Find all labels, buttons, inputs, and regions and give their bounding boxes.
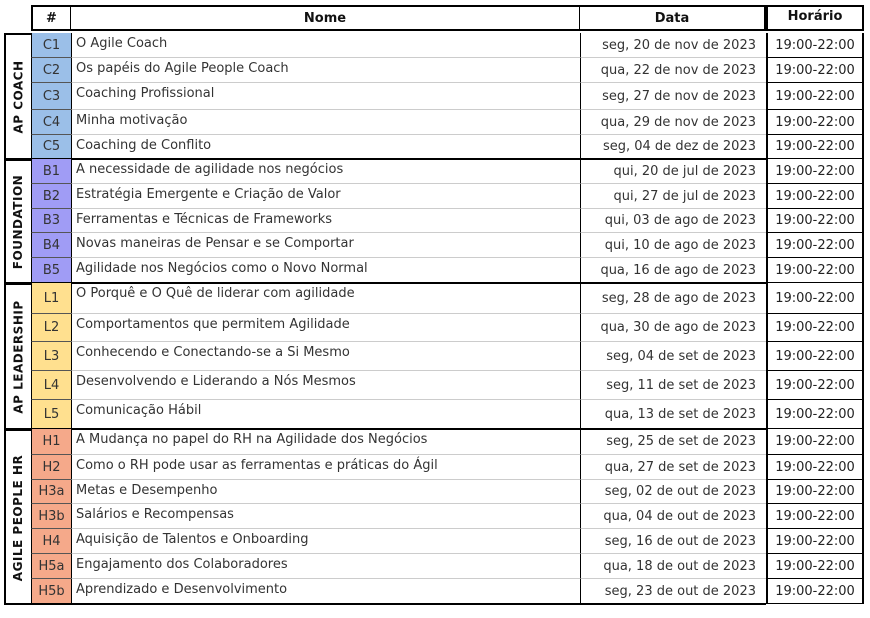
session-time: 19:00-22:00 — [766, 159, 864, 184]
header-number: # — [31, 5, 71, 31]
header-name: Nome — [71, 5, 580, 31]
session-name: Os papéis do Agile People Coach — [71, 58, 580, 83]
session-code: H3b — [31, 504, 71, 529]
table-row — [31, 110, 864, 135]
module-group-title: AP LEADERSHIP — [11, 300, 26, 414]
session-code: C4 — [31, 110, 71, 135]
session-name: Coaching Profissional — [71, 83, 580, 110]
header-date: Data — [580, 5, 766, 31]
session-name: Coaching de Conflito — [71, 135, 580, 159]
session-name: Aprendizado e Desenvolvimento — [71, 579, 580, 604]
table-row — [31, 400, 864, 429]
session-date: seg, 27 de nov de 2023 — [580, 83, 766, 110]
session-code: C2 — [31, 58, 71, 83]
group-divider — [4, 603, 766, 605]
session-time: 19:00-22:00 — [766, 529, 864, 554]
module-group-label — [4, 283, 31, 429]
session-code: B5 — [31, 258, 71, 283]
session-name: A Mudança no papel do RH na Agilidade dos Negócios — [71, 429, 580, 455]
table-row — [31, 258, 864, 283]
session-time: 19:00-22:00 — [766, 233, 864, 258]
session-code: L5 — [31, 400, 71, 429]
table-row — [31, 480, 864, 504]
session-time: 19:00-22:00 — [766, 283, 864, 314]
session-code: B2 — [31, 184, 71, 209]
session-time: 19:00-22:00 — [766, 429, 864, 455]
session-code: B4 — [31, 233, 71, 258]
session-name: Novas maneiras de Pensar e se Comportar — [71, 233, 580, 258]
table-row — [31, 135, 864, 159]
table-row — [31, 233, 864, 258]
session-code: H5b — [31, 579, 71, 604]
session-date: seg, 16 de out de 2023 — [580, 529, 766, 554]
session-name: Comunicação Hábil — [71, 400, 580, 429]
session-name: Engajamento dos Colaboradores — [71, 554, 580, 579]
session-name: Minha motivação — [71, 110, 580, 135]
session-name: Aquisição de Talentos e Onboarding — [71, 529, 580, 554]
session-name: O Agile Coach — [71, 33, 580, 58]
table-row — [31, 529, 864, 554]
module-group-label — [4, 429, 31, 604]
session-date: qua, 27 de set de 2023 — [580, 455, 766, 480]
module-group-label — [4, 159, 31, 283]
session-time: 19:00-22:00 — [766, 400, 864, 429]
session-date: seg, 20 de nov de 2023 — [580, 33, 766, 58]
table-row — [31, 314, 864, 342]
session-date: qua, 13 de set de 2023 — [580, 400, 766, 429]
session-date: seg, 11 de set de 2023 — [580, 371, 766, 400]
session-time: 19:00-22:00 — [766, 342, 864, 371]
session-code: L2 — [31, 314, 71, 342]
session-date: seg, 04 de dez de 2023 — [580, 135, 766, 159]
header-time: Horário — [766, 5, 864, 31]
session-date: qua, 30 de ago de 2023 — [580, 314, 766, 342]
table-row — [31, 342, 864, 371]
session-code: B3 — [31, 209, 71, 233]
module-group-title: AGILE PEOPLE HR — [11, 454, 26, 581]
session-time: 19:00-22:00 — [766, 184, 864, 209]
session-name: Como o RH pode usar as ferramentas e práticas do Ágil — [71, 455, 580, 480]
session-time: 19:00-22:00 — [766, 314, 864, 342]
session-date: seg, 04 de set de 2023 — [580, 342, 766, 371]
session-date: seg, 02 de out de 2023 — [580, 480, 766, 504]
session-name: Conhecendo e Conectando-se a Si Mesmo — [71, 342, 580, 371]
session-name: Agilidade nos Negócios como o Novo Normal — [71, 258, 580, 283]
session-code: H4 — [31, 529, 71, 554]
session-time: 19:00-22:00 — [766, 135, 864, 159]
session-code: H2 — [31, 455, 71, 480]
table-row — [31, 159, 864, 184]
session-code: C5 — [31, 135, 71, 159]
session-code: H1 — [31, 429, 71, 455]
table-row — [31, 58, 864, 83]
module-group-label — [4, 33, 31, 159]
session-date: qui, 27 de jul de 2023 — [580, 184, 766, 209]
session-code: B1 — [31, 159, 71, 184]
session-time: 19:00-22:00 — [766, 110, 864, 135]
table-row — [31, 554, 864, 579]
session-date: qua, 29 de nov de 2023 — [580, 110, 766, 135]
session-date: qui, 03 de ago de 2023 — [580, 209, 766, 233]
session-time: 19:00-22:00 — [766, 455, 864, 480]
session-date: qua, 16 de ago de 2023 — [580, 258, 766, 283]
session-name: Estratégia Emergente e Criação de Valor — [71, 184, 580, 209]
table-row — [31, 209, 864, 233]
session-time: 19:00-22:00 — [766, 33, 864, 58]
session-time: 19:00-22:00 — [766, 83, 864, 110]
table-row — [31, 579, 864, 604]
session-code: C3 — [31, 83, 71, 110]
session-time: 19:00-22:00 — [766, 480, 864, 504]
table-row — [31, 283, 864, 314]
session-time: 19:00-22:00 — [766, 371, 864, 400]
session-name: O Porquê e O Quê de liderar com agilidade — [71, 283, 580, 314]
table-row — [31, 83, 864, 110]
session-code: L1 — [31, 283, 71, 314]
schedule-table — [4, 5, 864, 604]
session-code: L4 — [31, 371, 71, 400]
session-date: seg, 25 de set de 2023 — [580, 429, 766, 455]
session-time: 19:00-22:00 — [766, 579, 864, 604]
session-time: 19:00-22:00 — [766, 504, 864, 529]
session-date: seg, 23 de out de 2023 — [580, 579, 766, 604]
session-date: qua, 04 de out de 2023 — [580, 504, 766, 529]
session-time: 19:00-22:00 — [766, 554, 864, 579]
session-date: qua, 22 de nov de 2023 — [580, 58, 766, 83]
session-name: Desenvolvendo e Liderando a Nós Mesmos — [71, 371, 580, 400]
module-group-title: AP COACH — [11, 60, 26, 134]
session-name: Comportamentos que permitem Agilidade — [71, 314, 580, 342]
session-name: Salários e Recompensas — [71, 504, 580, 529]
session-code: C1 — [31, 33, 71, 58]
session-name: Ferramentas e Técnicas de Frameworks — [71, 209, 580, 233]
session-date: qui, 20 de jul de 2023 — [580, 159, 766, 184]
session-date: qui, 10 de ago de 2023 — [580, 233, 766, 258]
table-row — [31, 504, 864, 529]
table-row — [31, 455, 864, 480]
session-name: Metas e Desempenho — [71, 480, 580, 504]
session-code: H3a — [31, 480, 71, 504]
session-code: H5a — [31, 554, 71, 579]
session-name: A necessidade de agilidade nos negócios — [71, 159, 580, 184]
session-time: 19:00-22:00 — [766, 209, 864, 233]
table-row — [31, 371, 864, 400]
table-row — [31, 429, 864, 455]
session-time: 19:00-22:00 — [766, 58, 864, 83]
table-row — [31, 184, 864, 209]
module-group-title: FOUNDATION — [11, 174, 26, 270]
session-time: 19:00-22:00 — [766, 258, 864, 283]
session-date: qua, 18 de out de 2023 — [580, 554, 766, 579]
session-date: seg, 28 de ago de 2023 — [580, 283, 766, 314]
table-row — [31, 33, 864, 58]
session-code: L3 — [31, 342, 71, 371]
